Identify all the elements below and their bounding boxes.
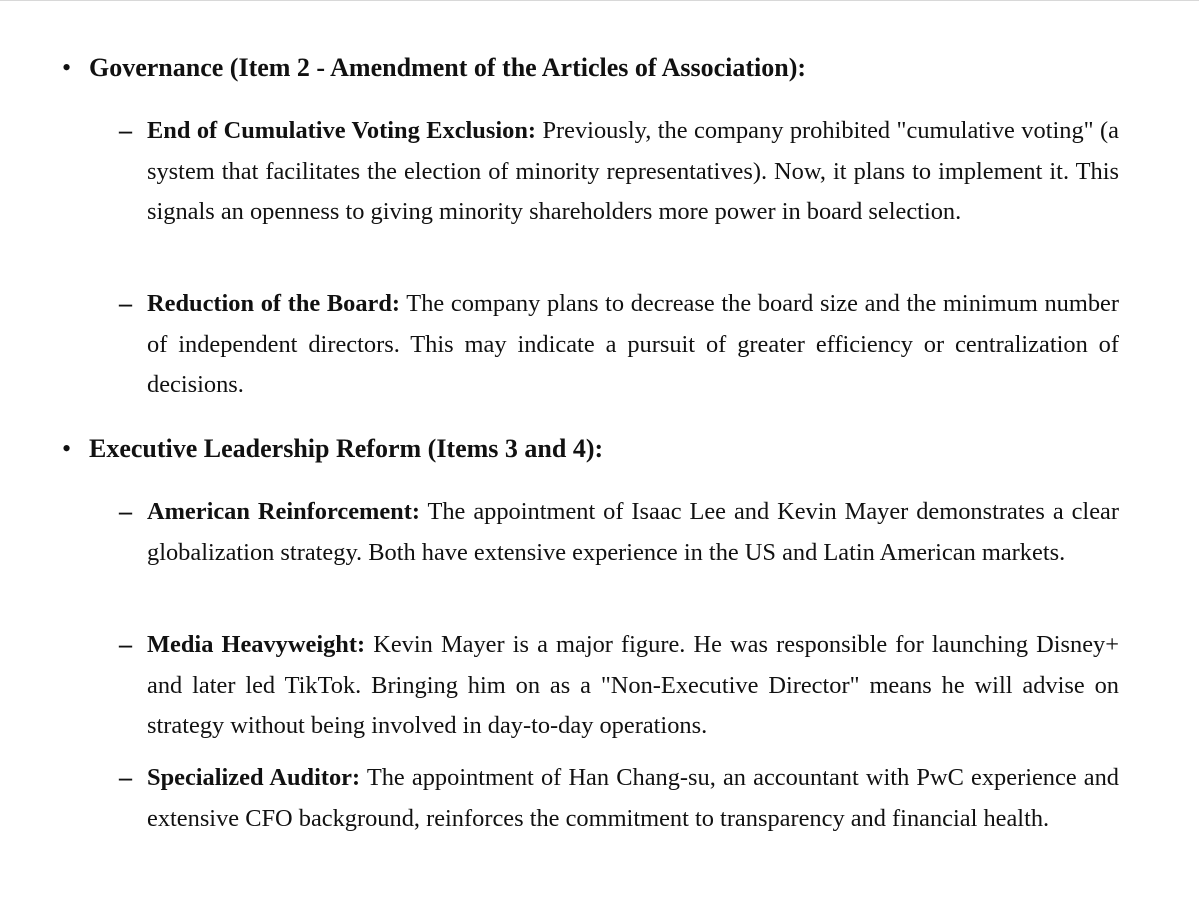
dash-marker: –: [119, 497, 132, 526]
bullet-marker: •: [62, 53, 72, 82]
item-description: The appointment of Isaac Lee and Kevin Mayer demonstrates a clear globalization strategy. Both have extensive experience in the US and Latin American markets.: [147, 498, 1119, 566]
item-description: Kevin Mayer is a major figure. He was responsible for launching Disney+ and later led TikTok. Bringing him on as a "Non-Executive Director" means he will advise on strategy without being involved in day-to-day operations.: [147, 631, 1119, 740]
item-description: The appointment of Han Chang-su, an accountant with PwC experience and extensive CFO background, reinforces the commitment to transparency and financial health.: [147, 764, 1120, 832]
top-divider: [0, 0, 1199, 1]
item-paragraph: [147, 284, 1119, 406]
item-paragraph: [147, 111, 1119, 233]
dash-marker: –: [119, 289, 132, 318]
item-paragraph: [147, 758, 1119, 839]
bullet-marker: •: [62, 434, 72, 463]
item-term: Reduction of the Board:: [147, 290, 401, 317]
item-term: American Reinforcement:: [147, 498, 420, 525]
item-description: Previously, the company prohibited "cumulative voting" (a system that facilitates the election of minority representatives). Now, it plans to implement it. This signals an openness to giving minority shareholders more power in board selection.: [147, 117, 1119, 226]
item-paragraph: [147, 625, 1119, 747]
dash-marker: –: [119, 116, 132, 145]
item-description: The company plans to decrease the board size and the minimum number of independent directors. This may indicate a pursuit of greater efficiency or centralization of decisions.: [147, 290, 1119, 399]
section-heading: Governance (Item 2 - Amendment of the Articles of Association):: [89, 53, 807, 82]
item-term: End of Cumulative Voting Exclusion:: [147, 117, 537, 144]
dash-marker: –: [119, 630, 132, 659]
item-term: Specialized Auditor:: [147, 764, 361, 791]
item-paragraph: [147, 492, 1119, 573]
section-heading: Executive Leadership Reform (Items 3 and 4):: [89, 434, 604, 463]
item-term: Media Heavyweight:: [147, 631, 366, 658]
dash-marker: –: [119, 763, 132, 792]
